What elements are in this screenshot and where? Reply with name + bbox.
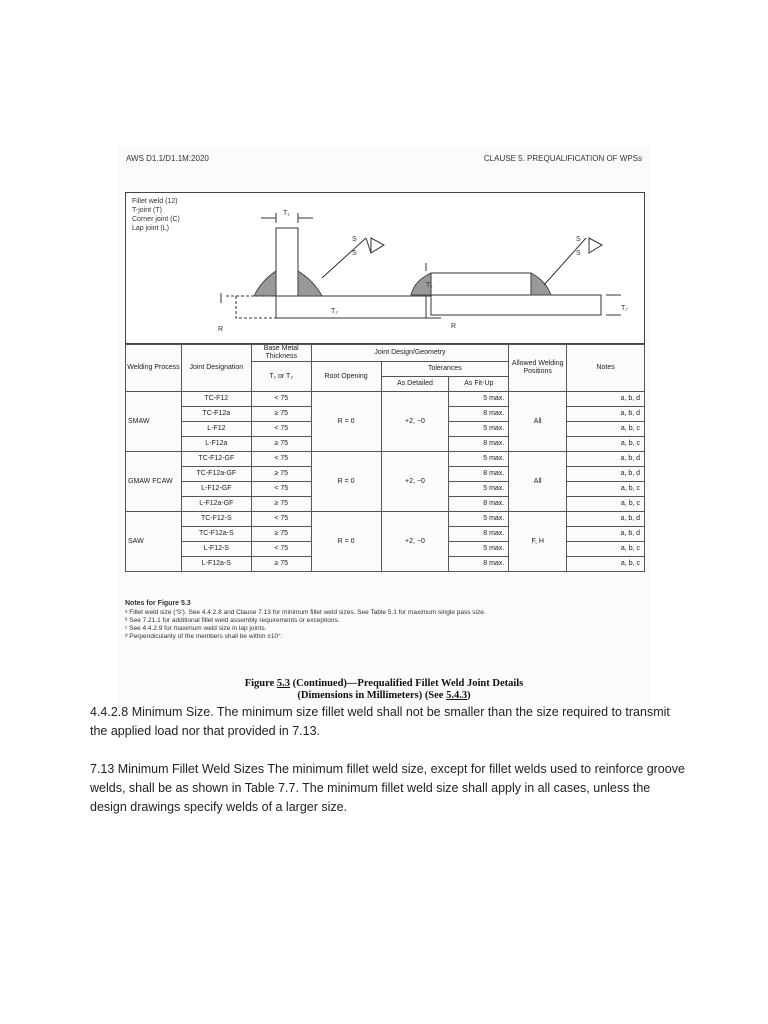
positions-cell: F, H <box>509 512 567 572</box>
fitup-cell: 8 max. <box>449 527 509 542</box>
designation-cell: TC-F12a-S <box>181 527 251 542</box>
col-base-metal: Base Metal Thickness <box>251 345 311 362</box>
fitup-cell: 8 max. <box>449 497 509 512</box>
col-as-fitup: As Fit-Up <box>449 377 509 392</box>
fitup-cell: 5 max. <box>449 392 509 407</box>
note-item: ᵈ Perpendicularity of the members shall be within ±10°. <box>125 633 283 640</box>
process-cell: GMAW FCAW <box>126 452 182 512</box>
thickness-cell: ≥ 75 <box>251 437 311 452</box>
figure-caption <box>118 678 650 702</box>
joint-label: Lap joint (L) <box>132 225 169 232</box>
process-cell: SAW <box>126 512 182 572</box>
col-joint-design: Joint Design/Geometry <box>311 345 509 362</box>
table-row <box>126 392 645 407</box>
notes-cell: a, b, d <box>567 392 645 407</box>
t2-label: T₂ <box>621 305 628 312</box>
body-text <box>90 703 690 836</box>
col-tolerances: Tolerances <box>381 362 509 377</box>
r-label: R <box>451 323 457 330</box>
caption-text: (Continued)—Prequalified Fillet Weld Joint Details <box>290 678 524 689</box>
joint-diagram <box>125 192 645 344</box>
positions-cell: All <box>509 392 567 452</box>
designation-cell: L-F12a-GF <box>181 497 251 512</box>
joint-label: Corner joint (C) <box>132 216 180 223</box>
standard-header: AWS D1.1/D1.1M:2020 <box>126 154 209 163</box>
designation-cell: TC-F12 <box>181 392 251 407</box>
notes-cell: a, b, c <box>567 557 645 572</box>
fillet-weld-right <box>298 271 322 296</box>
t2-label: T₂ <box>331 308 338 315</box>
col-thickness: T₁ or T₂ <box>251 362 311 392</box>
thickness-cell: < 75 <box>251 392 311 407</box>
col-positions: Allowed Welding Positions <box>509 345 567 392</box>
clause-header: CLAUSE 5. PREQUALIFICATION OF WPSs <box>483 154 642 163</box>
s-label: S <box>576 236 581 243</box>
designation-cell: L-F12-S <box>181 542 251 557</box>
figure-ref: 5.3 <box>276 678 291 689</box>
designation-cell: L-F12a-S <box>181 557 251 572</box>
notes-cell: a, b, c <box>567 497 645 512</box>
s-label: S <box>576 250 581 257</box>
designation-cell: TC-F12a <box>181 407 251 422</box>
detailed-cell: +2, −0 <box>381 512 449 572</box>
thickness-cell: < 75 <box>251 452 311 467</box>
thickness-cell: ≥ 75 <box>251 557 311 572</box>
detailed-cell: +2, −0 <box>381 452 449 512</box>
weld-drawing <box>126 193 644 343</box>
fitup-cell: 5 max. <box>449 452 509 467</box>
note-item: ᵃ Fillet weld size (‘S’). See 4.4.2.8 and Clause 7.13 for minimum fillet weld sizes. See Table 5.1 for maximum single pass size. <box>125 609 486 616</box>
col-notes: Notes <box>567 345 645 392</box>
fitup-cell: 5 max. <box>449 512 509 527</box>
notes-cell: a, b, d <box>567 452 645 467</box>
designation-cell: L-F12-GF <box>181 482 251 497</box>
designation-cell: L-F12a <box>181 437 251 452</box>
col-as-detailed: As Detailed <box>381 377 449 392</box>
designation-cell: TC-F12-S <box>181 512 251 527</box>
joint-label: T-joint (T) <box>132 207 162 214</box>
fitup-cell: 8 max. <box>449 467 509 482</box>
table-row <box>126 452 645 467</box>
detailed-cell: +2, −0 <box>381 392 449 452</box>
figure-notes <box>125 600 645 641</box>
fitup-cell: 5 max. <box>449 482 509 497</box>
lap-top-plate <box>431 273 531 295</box>
fitup-cell: 5 max. <box>449 422 509 437</box>
process-cell: SMAW <box>126 392 182 452</box>
joint-details-table <box>125 344 645 572</box>
t1-label: T₁ <box>283 210 290 217</box>
root-cell: R = 0 <box>311 392 381 452</box>
fillet-weld-left <box>254 271 276 296</box>
notes-cell: a, b, d <box>567 467 645 482</box>
thickness-cell: < 75 <box>251 422 311 437</box>
lap-fillet-right <box>531 273 551 295</box>
thickness-cell: ≥ 75 <box>251 497 311 512</box>
thickness-cell: < 75 <box>251 542 311 557</box>
thickness-cell: < 75 <box>251 482 311 497</box>
designation-cell: L-F12 <box>181 422 251 437</box>
note-item: ᶜ See 4.4.2.9 for maximum weld size in lap joints. <box>125 625 267 632</box>
notes-cell: a, b, c <box>567 437 645 452</box>
thickness-cell: ≥ 75 <box>251 407 311 422</box>
notes-cell: a, b, c <box>567 542 645 557</box>
horizontal-member <box>276 296 426 318</box>
notes-cell: a, b, d <box>567 527 645 542</box>
fitup-cell: 8 max. <box>449 407 509 422</box>
fitup-cell: 8 max. <box>449 437 509 452</box>
section-ref: 5.4.3 <box>446 690 468 701</box>
s-label: S <box>352 236 357 243</box>
vertical-member <box>276 228 298 296</box>
notes-cell: a, b, d <box>567 512 645 527</box>
paragraph: 7.13 Minimum Fillet Weld Sizes The minimum fillet weld size, except for fillet welds used to reinforce groove welds, shall be as shown in Table 7.7. The minimum fillet weld size shall apply in all cases, unless the design drawings specify welds of a larger size. <box>90 762 685 814</box>
r-label: R <box>218 326 224 333</box>
notes-title: Notes for Figure 5.3 <box>125 600 191 607</box>
col-welding-process: Welding Process <box>126 345 182 392</box>
t1-label: T₁ <box>426 282 433 289</box>
notes-cell: a, b, c <box>567 422 645 437</box>
thickness-cell: < 75 <box>251 512 311 527</box>
fitup-cell: 5 max. <box>449 542 509 557</box>
note-item: ᵇ See 7.21.1 for additional fillet weld assembly requirements or exceptions. <box>125 617 340 624</box>
caption-text: Figure <box>244 678 277 689</box>
designation-cell: TC-F12a-GF <box>181 467 251 482</box>
notes-cell: a, b, c <box>567 482 645 497</box>
lap-bottom-plate <box>431 295 601 315</box>
thickness-cell: ≥ 75 <box>251 467 311 482</box>
joint-label: Fillet weld (12) <box>132 198 178 205</box>
scanned-figure <box>118 146 650 706</box>
notes-cell: a, b, d <box>567 407 645 422</box>
thickness-cell: ≥ 75 <box>251 527 311 542</box>
designation-cell: TC-F12-GF <box>181 452 251 467</box>
paragraph: 4.4.2.8 Minimum Size. The minimum size fillet weld shall not be smaller than the size required to transmit the applied load nor that provided in 7.13. <box>90 705 670 738</box>
s-label: S <box>352 250 357 257</box>
caption-text: ) <box>467 690 471 701</box>
root-cell: R = 0 <box>311 512 381 572</box>
col-joint-designation: Joint Designation <box>181 345 251 392</box>
root-cell: R = 0 <box>311 452 381 512</box>
col-root-opening: Root Opening <box>311 362 381 392</box>
table-row <box>126 512 645 527</box>
caption-text: (Dimensions in Millimeters) (See <box>297 690 447 701</box>
positions-cell: All <box>509 452 567 512</box>
fitup-cell: 8 max. <box>449 557 509 572</box>
